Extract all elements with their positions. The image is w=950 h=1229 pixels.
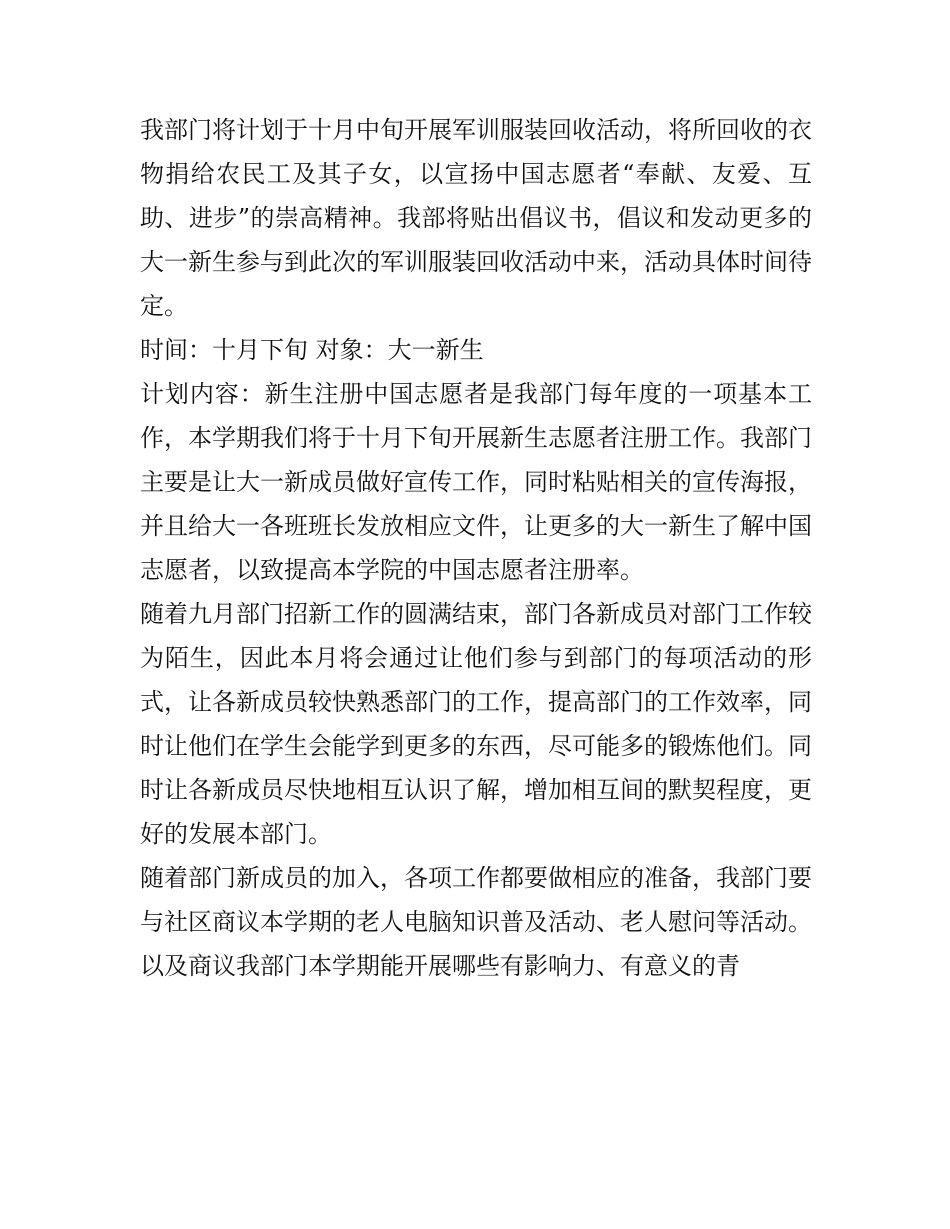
paragraph-time-target: 时间：十月下旬 对象：大一新生 bbox=[140, 336, 484, 364]
paragraph-community-activities: 随着部门新成员的加入，各项工作都要做相应的准备，我部门要与社区商议本学期的老人电脑知识普及活动、老人慰问等活动。以及商议我部门本学期能开展哪些有影响力、有意义的青 bbox=[140, 864, 812, 980]
paragraph-volunteer-registration: 计划内容：新生注册中国志愿者是我部门每年度的一项基本工作，本学期我们将于十月下旬开展新生志愿者注册工作。我部门主要是让大一新成员做好宣传工作，同时粘贴相关的宣传海报，并且给大一各班班长发放相应文件，让更多的大一新生了解中国志愿者，以致提高本学院的中国志愿者注册率。 bbox=[140, 380, 812, 584]
paragraph-new-member-training: 随着九月部门招新工作的圆满结束，部门各新成员对部门工作较为陌生，因此本月将会通过让他们参与到部门的每项活动的形式，让各新成员较快熟悉部门的工作，提高部门的工作效率，同时让他们在学生会能学到更多的东西，尽可能多的锻炼他们。同时让各新成员尽快地相互认识了解，增加相互间的默契程度，更好的发展本部门。 bbox=[140, 600, 812, 848]
document-body bbox=[140, 108, 812, 988]
paragraph-clothing-recycling: 我部门将计划于十月中旬开展军训服装回收活动，将所回收的衣物捐给农民工及其子女，以宣扬中国志愿者“奉献、友爱、互助、进步”的崇高精神。我部将贴出倡议书，倡议和发动更多的大一新生参与到此次的军训服装回收活动中来，活动具体时间待定。 bbox=[140, 116, 812, 320]
